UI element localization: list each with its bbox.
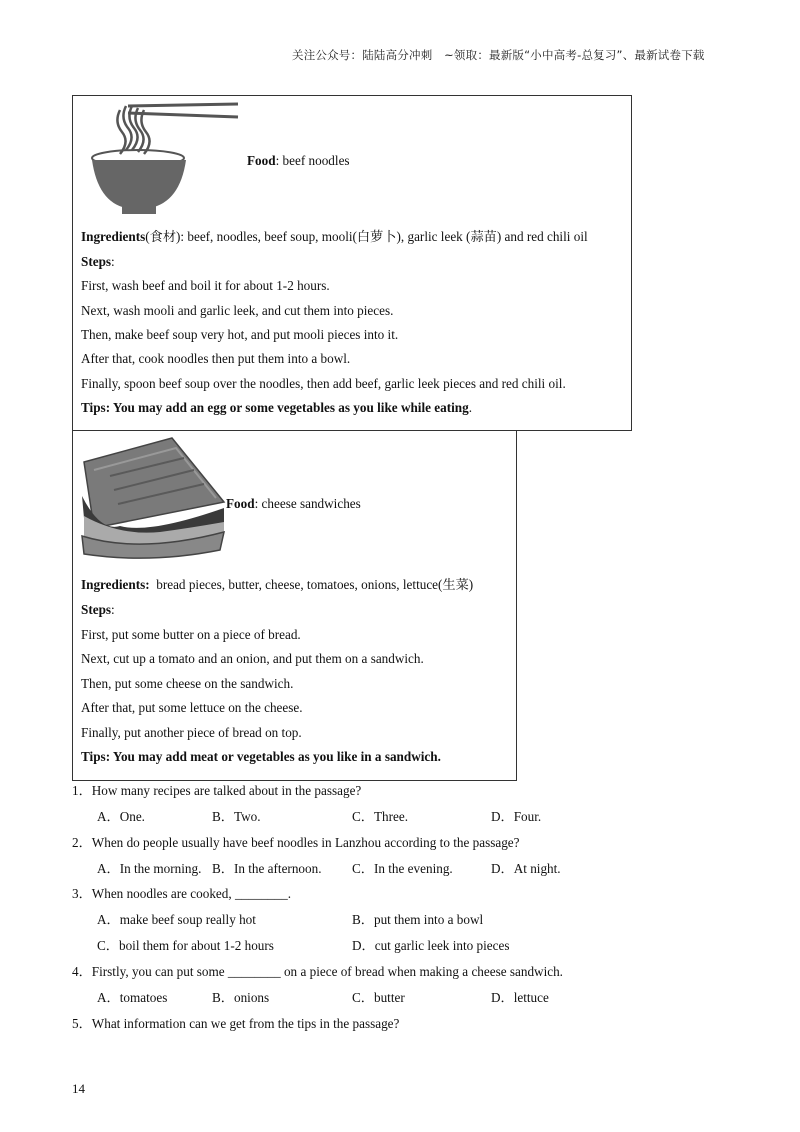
page-number: 14	[72, 1081, 85, 1096]
question-1-stem: 1．How many recipes are talked about in the passage?	[72, 783, 362, 798]
recipe1-steps-heading: Steps:	[81, 254, 115, 269]
recipe1-step: Next, wash mooli and garlic leek, and cut them into pieces.	[81, 303, 394, 318]
question-4-option: A．tomatoes	[97, 990, 168, 1005]
recipe1-ingredients: Ingredients(食材): beef, noodles, beef soup, mooli(白萝卜), garlic leek (蒜苗) and red chili oil	[81, 229, 588, 244]
question-2-option: C．In the evening.	[352, 861, 453, 876]
question-3-option: A．make beef soup really hot	[97, 912, 256, 927]
question-5-stem: 5．What information can we get from the tips in the passage?	[72, 1016, 400, 1031]
question-3-stem: 3．When noodles are cooked, ________.	[72, 886, 292, 901]
recipe2-step: Then, put some cheese on the sandwich.	[81, 676, 294, 691]
question-3-option: B．put them into a bowl	[352, 912, 484, 927]
question-2-option: D．At night.	[491, 861, 561, 876]
question-1-option: B．Two.	[212, 809, 261, 824]
sandwich-image	[80, 436, 228, 564]
question-4-option: D．lettuce	[491, 990, 549, 1005]
recipe2-food: Food: cheese sandwiches	[226, 496, 361, 511]
recipe1-step: Then, make beef soup very hot, and put mooli pieces into it.	[81, 327, 399, 342]
question-2-option: B．In the afternoon.	[212, 861, 322, 876]
question-4-option: B．onions	[212, 990, 270, 1005]
recipe2-step: First, put some butter on a piece of bread.	[81, 627, 301, 642]
question-4-option: C．butter	[352, 990, 405, 1005]
recipe2-steps-heading: Steps:	[81, 602, 115, 617]
question-1-option: A．One.	[97, 809, 145, 824]
recipe2-step: Next, cut up a tomato and an onion, and put them on a sandwich.	[81, 651, 424, 666]
noodle-bowl-image	[88, 98, 240, 218]
question-2-option: A．In the morning.	[97, 861, 202, 876]
recipe1-step: After that, cook noodles then put them into a bowl.	[81, 351, 351, 366]
question-3-option: D．cut garlic leek into pieces	[352, 938, 510, 953]
recipe2-step: After that, put some lettuce on the cheese.	[81, 700, 303, 715]
recipe2-step: Finally, put another piece of bread on top.	[81, 725, 302, 740]
recipe1-step: First, wash beef and boil it for about 1-2 hours.	[81, 278, 330, 293]
question-2-stem: 2．When do people usually have beef noodles in Lanzhou according to the passage?	[72, 835, 520, 850]
question-3-option: C．boil them for about 1-2 hours	[97, 938, 274, 953]
recipe1-food: Food: beef noodles	[247, 153, 350, 168]
recipe2-tips: Tips: You may add meat or vegetables as you like in a sandwich.	[81, 749, 441, 764]
question-1-option: C．Three.	[352, 809, 409, 824]
question-1-option: D．Four.	[491, 809, 542, 824]
page-header: 关注公众号：陆陆高分冲刺 ~领取：最新版“小中高考-总复习”、最新试卷下载	[292, 48, 705, 62]
recipe1-tips: Tips: You may add an egg or some vegetables as you like while eating.	[81, 400, 473, 415]
recipe2-ingredients: Ingredients: bread pieces, butter, cheese, tomatoes, onions, lettuce(生菜)	[81, 577, 474, 592]
question-4-stem: 4．Firstly, you can put some ________ on a piece of bread when making a cheese sandwich.	[72, 964, 563, 979]
recipe1-step: Finally, spoon beef soup over the noodles, then add beef, garlic leek pieces and red chili oil.	[81, 376, 566, 391]
